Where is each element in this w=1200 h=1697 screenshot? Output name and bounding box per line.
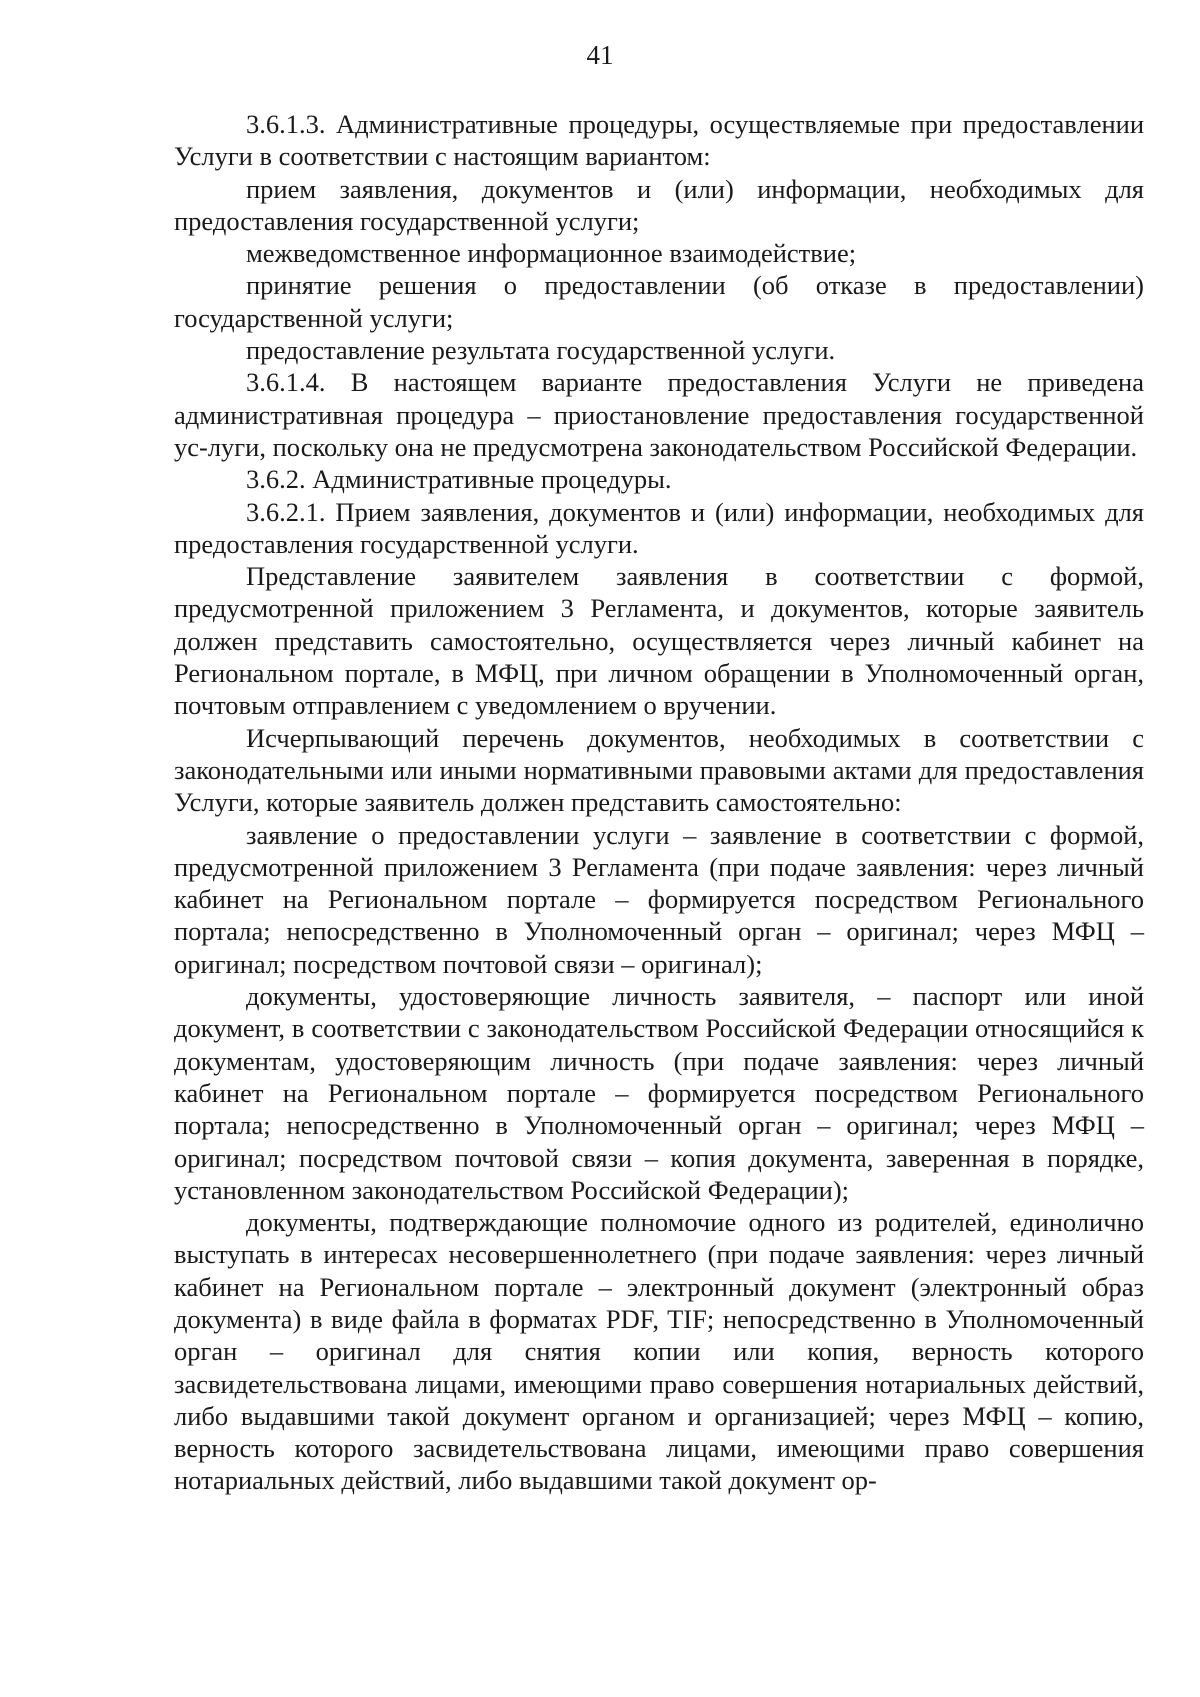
paragraph-3-6-2-1: 3.6.2.1. Прием заявления, документов и (или) информации, необходимых для предоставления государственной услуги. bbox=[174, 496, 1144, 559]
body-text bbox=[174, 108, 1144, 1497]
list-item-identity-documents: документы, удостоверяющие личность заявителя, – паспорт или иной документ, в соответствии с законодательством Российской Федерации относящийся к документам, удостоверяющим личность (при подаче заявления: через личный кабинет на Региональном портале – формируется посредством Регионального портала; непосредственно в Уполномоченный орган – оригинал; через МФЦ – оригинал; посредством почтовой связи – копия документа, заверенная в порядке, установленном законодательством Российской Федерации); bbox=[174, 981, 1144, 1205]
paragraph-submission-methods: Представление заявителем заявления в соответствии с формой, предусмотренной приложением 3 Регламента, и документов, которые заявитель должен представить самостоятельно, осуществляется через личный кабинет на Региональном портале, в МФЦ, при личном обращении в Уполномоченный орган, почтовым отправлением с уведомлением о вручении. bbox=[174, 561, 1144, 721]
paragraph-document-list-intro: Исчерпывающий перечень документов, необходимых в соответствии с законодательными или иными нормативными правовыми актами для предоставления Услуги, которые заявитель должен представить самостоятельно: bbox=[174, 722, 1144, 818]
list-item-decision: принятие решения о предоставлении (об отказе в предоставлении) государственной услуги; bbox=[174, 270, 1144, 333]
list-item-interagency-interaction: межведомственное информационное взаимодействие; bbox=[246, 238, 857, 269]
paragraph-3-6-2: 3.6.2. Административные процедуры. bbox=[246, 464, 672, 495]
paragraph-3-6-1-4: 3.6.1.4. В настоящем варианте предоставления Услуги не приведена административная процедура – приостановление предоставления государственной ус-луги, поскольку она не предусмотрена законодательством Российской Федерации. bbox=[174, 367, 1144, 462]
page-number: 41 bbox=[586, 40, 614, 70]
list-item-result-delivery: предоставление результата государственной услуги. bbox=[246, 335, 836, 366]
list-item-application-intake: прием заявления, документов и (или) информации, необходимых для предоставления государственной услуги; bbox=[174, 173, 1144, 236]
list-item-parent-authority-documents: документы, подтверждающие полномочие одного из родителей, единолично выступать в интересах несовершеннолетнего (при подаче заявления: через личный кабинет на Региональном портале – электронный документ (электронный образ документа) в виде файла в форматах PDF, TIF; непосредственно в Уполномоченный орган – оригинал для снятия копии или копия, верность которого засвидетельствована лицами, имеющими право совершения нотариальных действий, либо выдавшими такой документ органом и организацией; через МФЦ – копию, верность которого засвидетельствована лицами, имеющими право совершения нотариальных действий, либо выдавшими такой документ ор- bbox=[174, 1207, 1144, 1496]
paragraph-3-6-1-3: 3.6.1.3. Административные процедуры, осуществляемые при предоставлении Услуги в соответствии с настоящим вариантом: bbox=[174, 109, 1144, 172]
list-item-application-form: заявление о предоставлении услуги – заявление в соответствии с формой, предусмотренной приложением 3 Регламента (при подаче заявления: через личный кабинет на Региональном портале – формируется посредством Регионального портала; непосредственно в Уполномоченный орган – оригинал; через МФЦ – оригинал; посредством почтовой связи – оригинал); bbox=[174, 819, 1144, 979]
